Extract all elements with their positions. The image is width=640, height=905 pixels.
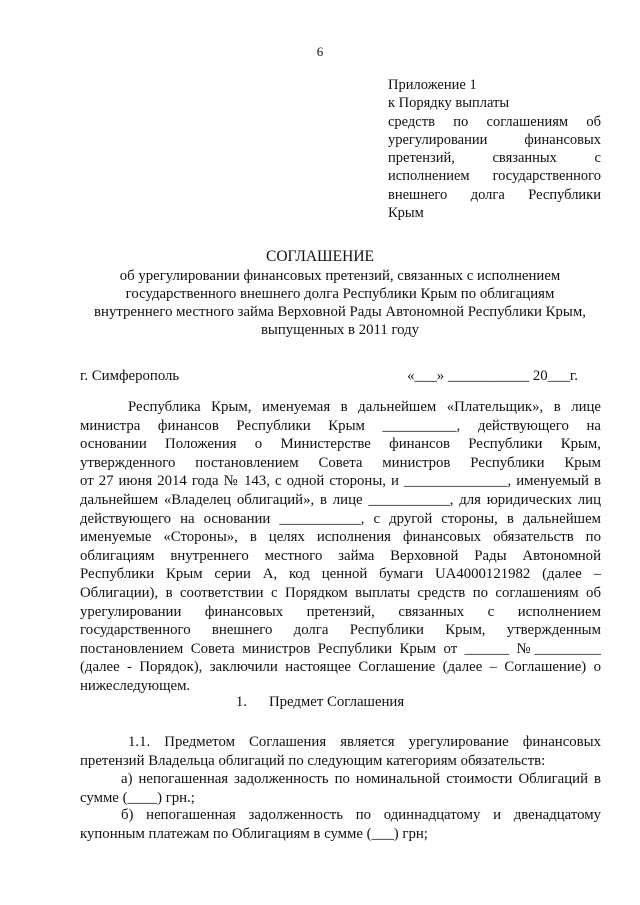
- preamble-line: министра финансов Республики Крым __________, действующего на: [80, 417, 601, 434]
- document-title: СОГЛАШЕНИЕ: [266, 248, 374, 265]
- appendix-line: урегулировании финансовых: [388, 131, 601, 148]
- clause-line: 1.1. Предметом Соглашения является урегулирование финансовых: [128, 734, 601, 750]
- appendix-block: [388, 76, 601, 222]
- clause-b: [80, 806, 601, 843]
- appendix-line: Приложение 1: [388, 77, 477, 93]
- preamble-line: урегулировании финансовых претензий, связанных с исполнением: [80, 603, 601, 620]
- preamble-line: действующего на основании ___________, с другой стороны, в дальнейшем: [80, 510, 601, 527]
- subtitle-line: государственного внешнего долга Республики Крым по облигациям: [125, 286, 555, 302]
- preamble-line: государственного внешнего долга Республики Крым, утвержденным: [80, 622, 601, 639]
- place-date-row: [80, 368, 600, 385]
- appendix-line: претензий, связанных с: [388, 150, 601, 167]
- subtitle-line: выпущенных в 2011 году: [260, 322, 420, 338]
- appendix-line: к Порядку выплаты: [388, 95, 510, 112]
- place-of-signing: г. Симферополь: [80, 368, 180, 384]
- preamble-line: Облигации), в соответствии с Порядком выплаты средств по соглашениям об: [80, 584, 601, 601]
- subtitle-line: об урегулировании финансовых претензий, связанных с исполнением: [119, 268, 561, 284]
- clause-line: купонным платежам по Облигациям в сумме (___) грн;: [80, 825, 428, 842]
- preamble-paragraph: [80, 398, 601, 696]
- preamble-line: от 27 июня 2014 года № 143, с одной стороны, и ______________, именуемый в: [80, 473, 601, 490]
- appendix-line: Крым: [388, 205, 424, 222]
- preamble-line: Республики Крым серии А, код ценной бумаги UA4000121982 (далее –: [80, 566, 601, 583]
- clause-line: б) непогашенная задолженность по одиннадцатому и двенадцатому: [121, 807, 601, 823]
- preamble-line: Республика Крым, именуемая в дальнейшем «Плательщик», в лице: [128, 399, 601, 415]
- section-title: Предмет Соглашения: [268, 694, 405, 710]
- clause-line: а) непогашенная задолженность по номинальной стоимости Облигаций в: [121, 771, 601, 787]
- section-heading: [0, 694, 640, 711]
- preamble-line: именуемые «Стороны», в целях исполнения финансовых обязательств по: [80, 529, 601, 546]
- preamble-line: нижеследующем.: [80, 677, 191, 694]
- clause-line: сумме (____) грн.;: [80, 789, 195, 806]
- clause-1-1: [80, 733, 601, 770]
- preamble-line: основании Положения о Министерстве финансов Республики Крым,: [80, 436, 601, 453]
- signing-date: «___» ___________ 20___г.: [407, 368, 578, 384]
- preamble-line: (далее - Порядок), заключили настоящее Соглашение (далее – Соглашение) о: [80, 659, 601, 676]
- preamble-line: облигациям внутреннего местного займа Верховной Рады Автономной: [80, 547, 601, 564]
- appendix-line: внешнего долга Республики: [388, 186, 601, 203]
- section-number: 1.: [235, 694, 247, 710]
- appendix-line: средств по соглашениям об: [388, 113, 601, 130]
- preamble-line: утвержденного постановлением Совета министров Республики Крым: [80, 454, 601, 471]
- preamble-line: дальнейшем «Владелец облигаций», в лице ___________, для юридических лиц: [80, 491, 601, 508]
- page-number: 6: [316, 44, 324, 59]
- subtitle-line: внутреннего местного займа Верховной Рады Автономной Республики Крым,: [94, 304, 586, 320]
- clause-a: [80, 770, 601, 807]
- appendix-line: исполнением государственного: [388, 168, 601, 185]
- clause-line: претензий Владельца облигаций по следующим категориям обязательств:: [80, 752, 546, 769]
- preamble-line: постановлением Совета министров Республики Крым от ______ №_________: [80, 640, 601, 657]
- document-subtitle: [70, 267, 610, 339]
